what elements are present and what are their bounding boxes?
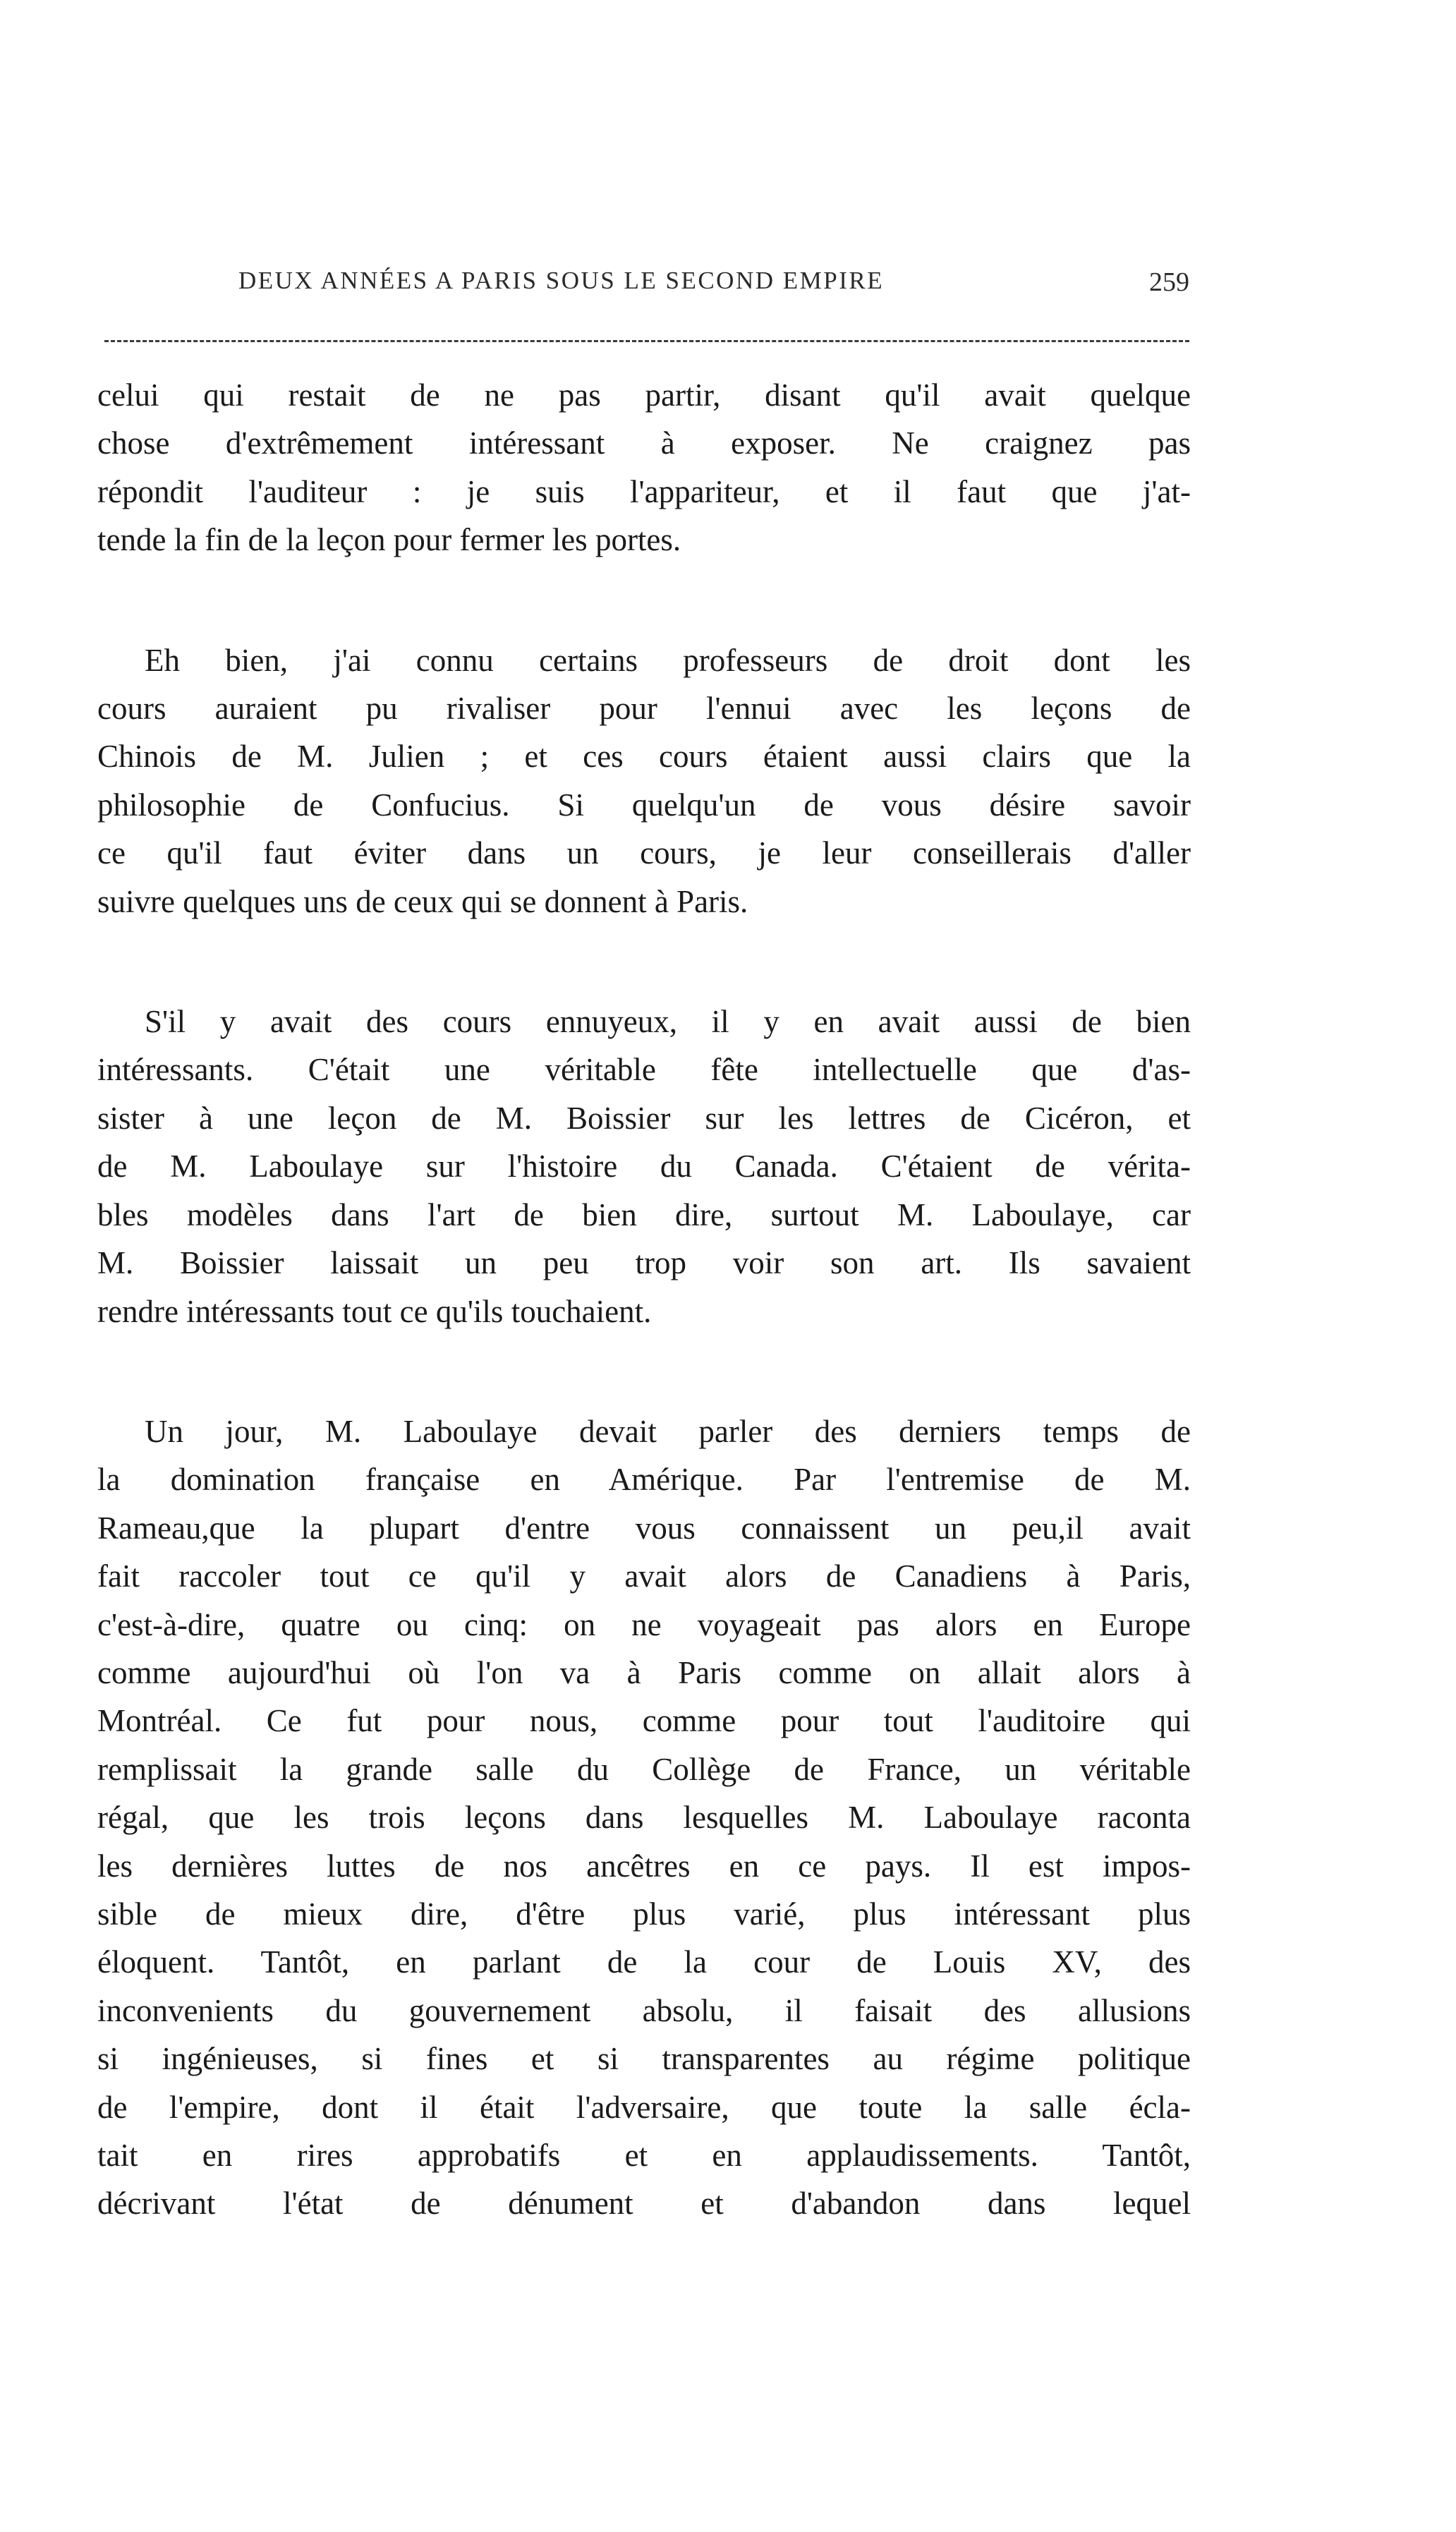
text-line: ce qu'il faut éviter dans un cours, je leur conseillerais d'aller (97, 835, 1191, 871)
text-line: éloquent. Tantôt, en parlant de la cour de Louis XV, des (97, 1944, 1191, 1980)
text-line: intéressants. C'était une véritable fête intellectuelle que d'as- (97, 1052, 1191, 1088)
text-line: S'il y avait des cours ennuyeux, il y en avait aussi de bien (145, 1004, 1191, 1040)
text-line: suivre quelques uns de ceux qui se donnent à Paris. (97, 883, 748, 919)
running-head (104, 267, 1189, 309)
header-rule (104, 340, 1189, 342)
text-line: celui qui restait de ne pas partir, disant qu'il avait quelque (97, 377, 1191, 413)
text-line: comme aujourd'hui où l'on va à Paris comme on allait alors à (97, 1654, 1191, 1690)
text-line: cours auraient pu rivaliser pour l'ennui avec les leçons de (97, 691, 1191, 727)
text-line: philosophie de Confucius. Si quelqu'un de vous désire savoir (97, 787, 1191, 823)
text-line: répondit l'auditeur : je suis l'appariteur, et il faut que j'at- (97, 473, 1191, 509)
text-line: de M. Laboulaye sur l'histoire du Canada. C'étaient de vérita- (97, 1149, 1191, 1185)
paragraph-3 (97, 998, 1191, 1335)
paragraph-4 (97, 1407, 1191, 2228)
text-line: Un jour, M. Laboulaye devait parler des derniers temps de (145, 1413, 1191, 1449)
text-line: sister à une leçon de M. Boissier sur les lettres de Cicéron, et (97, 1100, 1191, 1136)
text-line: inconvenients du gouvernement absolu, il faisait des allusions (97, 1992, 1191, 2028)
text-line: c'est-à-dire, quatre ou cinq: on ne voyageait pas alors en Europe (97, 1606, 1191, 1642)
running-title: DEUX ANNÉES A PARIS SOUS LE SECOND EMPIRE (238, 267, 885, 294)
text-line: régal, que les trois leçons dans lesquelles M. Laboulaye raconta (97, 1800, 1191, 1836)
text-line: tende la fin de la leçon pour fermer les portes. (97, 522, 681, 558)
text-line: la domination française en Amérique. Par l'entremise de M. (97, 1462, 1191, 1498)
text-line: sible de mieux dire, d'être plus varié, plus intéressant plus (97, 1896, 1191, 1932)
paragraph-2 (97, 636, 1191, 926)
text-line: fait raccoler tout ce qu'il y avait alors de Canadiens à Paris, (97, 1558, 1191, 1594)
text-line: Montréal. Ce fut pour nous, comme pour tout l'auditoire qui (97, 1703, 1191, 1739)
text-line: tait en rires approbatifs et en applaudissements. Tantôt, (97, 2138, 1191, 2173)
text-line: rendre intéressants tout ce qu'ils touchaient. (97, 1293, 652, 1329)
paragraph-1 (97, 371, 1191, 564)
body-text (97, 371, 1191, 2228)
text-line: Chinois de M. Julien ; et ces cours étaient aussi clairs que la (97, 739, 1191, 775)
text-line: M. Boissier laissait un peu trop voir son art. Ils savaient (97, 1245, 1191, 1281)
text-line: bles modèles dans l'art de bien dire, surtout M. Laboulaye, car (97, 1197, 1191, 1232)
text-line: remplissait la grande salle du Collège de France, un véritable (97, 1751, 1191, 1787)
text-line: chose d'extrêmement intéressant à exposer. Ne craignez pas (97, 425, 1191, 461)
text-line: les dernières luttes de nos ancêtres en ce pays. Il est impos- (97, 1848, 1191, 1884)
text-line: Rameau,que la plupart d'entre vous connaissent un peu,il avait (97, 1510, 1191, 1546)
text-line: Eh bien, j'ai connu certains professeurs de droit dont les (145, 642, 1191, 678)
text-line: si ingénieuses, si fines et si transparentes au régime politique (97, 2041, 1191, 2077)
text-line: décrivant l'état de dénument et d'abandon dans lequel (97, 2186, 1191, 2222)
page-number: 259 (1149, 267, 1189, 297)
text-line: de l'empire, dont il était l'adversaire, que toute la salle écla- (97, 2089, 1191, 2125)
